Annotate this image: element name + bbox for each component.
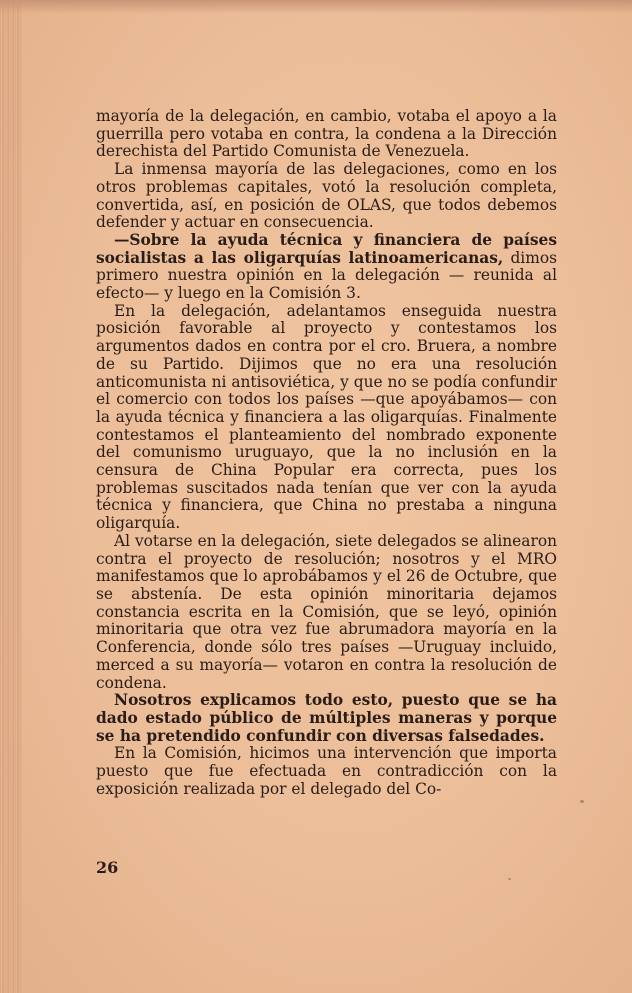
paragraph-text: En la Comisión, hicimos una intervención que importa puesto que fue efectuada en contradicción con la exposición realizada por el delegado del Co- xyxy=(96,744,557,798)
paragraph-text: En la delegación, adelantamos enseguida nuestra posición favorable al proyecto y contestamos los argumentos dados en contra por el cro. Bruera, a nombre de su Partido. Dijimos que no era una resolución anticomunista ni antisoviética, y que no se podía confundir el comercio con todos los países —que apoyábamos— con la ayuda técnica y financiera a las oligarquías. Finalmente contestamos el planteamiento del nombrado exponente del comunismo uruguayo, que la no inclusión en la censura de China Popular era correcta, pues los problemas suscitados nada tenían que ver con la ayuda técnica y financiera, que China no prestaba a ninguna oligarquía. xyxy=(96,301,557,533)
paragraph-text: Al votarse en la delegación, siete delegados se alinearon contra el proyecto de resolución; nosotros y el MRO manifestamos que lo aprobábamos y el 26 de Octubre, que se abstenía. De esta opinión minoritaria dejamos constancia escrita en la Comisión, que se leyó, opinión minoritaria que otra vez fue abrumadora mayoría en la Conferencia, donde sólo tres países —Uruguay incluido, merced a su mayoría— votaron en contra la resolución de condena. xyxy=(96,531,557,692)
paragraph-text: mayoría de la delegación, en cambio, votaba el apoyo a la guerrilla pero votaba en contra, la condena a la Dirección derechista del Partido Comunista de Venezuela. xyxy=(96,107,557,161)
paragraph-text: dimos primero nuestra opinión en la delegación — reunida al efecto— y luego en la Comisión 3. xyxy=(96,248,557,303)
paragraph-text: La inmensa mayoría de las delegaciones, como en los otros problemas capitales, votó la resolución completa, convertida, así, en posición de OLAS, que todos debemos defender y actuar en consecuencia. xyxy=(96,160,557,232)
paragraph-bold-lead: Nosotros explicamos todo esto, puesto que se ha dado estado público de múltiples maneras y porque se ha pretendido confundir con diversas falsedades. xyxy=(96,691,557,745)
paragraph xyxy=(96,303,557,533)
paper-speck xyxy=(508,878,511,880)
paragraph-bold-lead: —Sobre la ayuda técnica y financiera de países socialistas a las oligarquías latinoamericanas, xyxy=(96,230,557,267)
paragraph xyxy=(96,161,557,232)
page-stack-edges xyxy=(0,0,22,993)
top-shadow xyxy=(0,0,632,14)
paragraph xyxy=(96,108,557,161)
paper-speck xyxy=(580,800,584,803)
paragraph xyxy=(96,692,557,745)
paragraph xyxy=(96,745,557,798)
body-text xyxy=(96,108,557,798)
page-number: 26 xyxy=(96,858,119,877)
paragraph xyxy=(96,232,557,303)
paragraph xyxy=(96,533,557,692)
